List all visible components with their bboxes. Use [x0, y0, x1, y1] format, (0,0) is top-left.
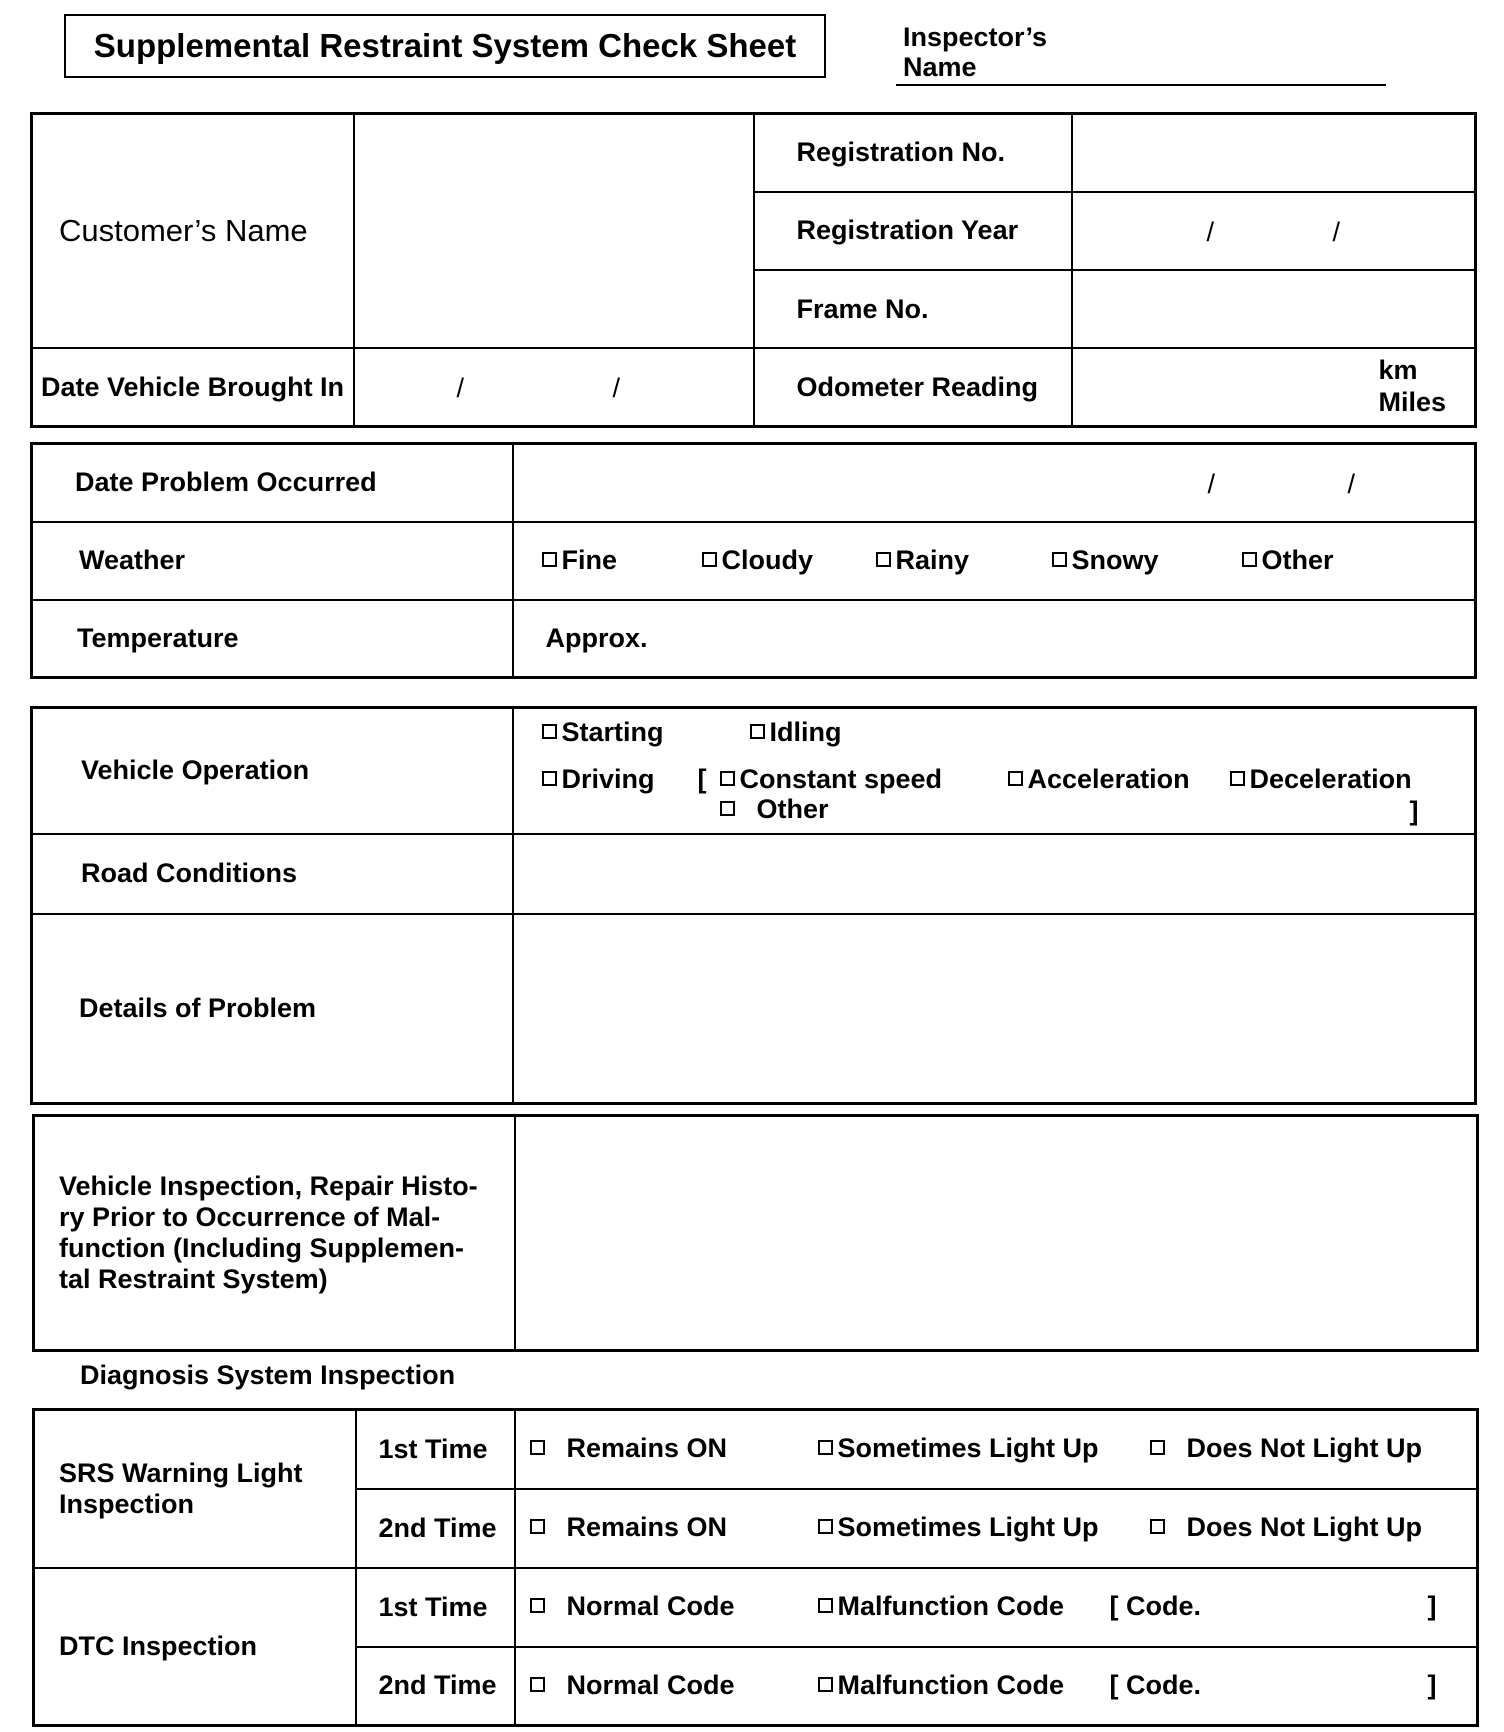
customer-info-table	[30, 112, 1477, 428]
details-of-problem-label: Details of Problem	[32, 914, 513, 1104]
checkbox-icon[interactable]	[530, 1519, 545, 1534]
dtc-second-time-label: 2nd Time	[356, 1647, 515, 1726]
dtc-inspection-label: DTC Inspection	[34, 1568, 356, 1726]
dtc-code-field[interactable]: [ Code.	[1109, 1669, 1201, 1700]
odometer-label: Odometer Reading	[754, 348, 1072, 426]
dtc-second-time-options	[515, 1647, 1478, 1726]
srs-sometimes-light-up-option[interactable]: Sometimes Light Up	[818, 1433, 1099, 1464]
inspector-label-line2: Name	[903, 52, 977, 82]
repair-history-label	[34, 1116, 515, 1351]
date-separator: /	[1347, 469, 1356, 499]
sheet-title: Supplemental Restraint System Check Sheet	[64, 14, 826, 78]
checkbox-icon[interactable]	[818, 1677, 833, 1692]
date-separator: /	[612, 373, 621, 404]
checkbox-icon[interactable]	[818, 1598, 833, 1613]
srs-label-line: Inspection	[59, 1488, 195, 1519]
checkbox-icon[interactable]	[1052, 552, 1067, 567]
bracket-close: ]	[1409, 796, 1419, 826]
dtc-first-time-label: 1st Time	[356, 1568, 515, 1647]
temperature-label: Temperature	[32, 600, 513, 678]
date-brought-in-field[interactable]	[354, 348, 754, 426]
checkbox-icon[interactable]	[542, 724, 557, 739]
date-separator: /	[1332, 216, 1341, 247]
checkbox-icon[interactable]	[542, 552, 557, 567]
odometer-unit-km: km	[1378, 355, 1418, 386]
operation-table	[30, 706, 1477, 1105]
dtc-normal-code-option[interactable]: Normal Code	[530, 1591, 735, 1622]
checkbox-icon[interactable]	[876, 552, 891, 567]
dtc-malfunction-code-option[interactable]: Malfunction Code	[818, 1670, 1064, 1701]
frame-no-label: Frame No.	[754, 270, 1072, 348]
bracket-close: ]	[1427, 1669, 1437, 1700]
srs-does-not-light-up-option[interactable]: Does Not Light Up	[1150, 1433, 1422, 1464]
checkbox-icon[interactable]	[818, 1440, 833, 1455]
date-separator: /	[1207, 469, 1216, 499]
srs-does-not-light-up-option[interactable]: Does Not Light Up	[1150, 1512, 1422, 1543]
checkbox-icon[interactable]	[1150, 1519, 1165, 1534]
checkbox-icon[interactable]	[750, 724, 765, 739]
weather-options	[513, 522, 1476, 600]
srs-remains-on-option[interactable]: Remains ON	[530, 1433, 728, 1464]
registration-year-label: Registration Year	[754, 192, 1072, 270]
customer-name-label: Customer’s Name	[32, 114, 354, 349]
inspector-label-line1: Inspector’s	[903, 22, 1048, 52]
weather-fine-option[interactable]: Fine	[542, 545, 618, 576]
date-separator: /	[456, 373, 465, 404]
weather-rainy-option[interactable]: Rainy	[876, 545, 970, 576]
checkbox-icon[interactable]	[1150, 1440, 1165, 1455]
dtc-malfunction-code-option[interactable]: Malfunction Code	[818, 1591, 1064, 1622]
odometer-unit-miles: Miles	[1378, 387, 1447, 418]
odometer-field[interactable]	[1072, 348, 1476, 426]
dtc-first-time-options	[515, 1568, 1478, 1647]
repair-history-label-line: ry Prior to Occurrence of Mal-	[59, 1202, 441, 1232]
checkbox-icon[interactable]	[542, 771, 557, 786]
srs-remains-on-option[interactable]: Remains ON	[530, 1512, 728, 1543]
srs-sometimes-light-up-option[interactable]: Sometimes Light Up	[818, 1512, 1099, 1543]
checkbox-icon[interactable]	[818, 1519, 833, 1534]
repair-history-field[interactable]	[515, 1116, 1478, 1351]
checkbox-icon[interactable]	[530, 1677, 545, 1692]
checkbox-icon[interactable]	[1242, 552, 1257, 567]
repair-history-label-line: Vehicle Inspection, Repair Histo-	[59, 1171, 478, 1201]
conditions-table	[30, 442, 1477, 679]
weather-other-option[interactable]: Other	[1242, 545, 1334, 576]
details-of-problem-field[interactable]	[513, 914, 1476, 1104]
repair-history-table	[32, 1114, 1479, 1352]
operation-idling-option[interactable]: Idling	[750, 717, 842, 748]
checkbox-icon[interactable]	[1008, 771, 1023, 786]
road-conditions-field[interactable]	[513, 834, 1476, 914]
diagnosis-table	[32, 1408, 1479, 1727]
checkbox-icon[interactable]	[1230, 771, 1245, 786]
srs-first-time-options	[515, 1410, 1478, 1489]
temperature-approx: Approx.	[545, 622, 648, 653]
srs-first-time-label: 1st Time	[356, 1410, 515, 1489]
dtc-normal-code-option[interactable]: Normal Code	[530, 1670, 735, 1701]
weather-cloudy-option[interactable]: Cloudy	[702, 545, 814, 576]
vehicle-operation-label: Vehicle Operation	[32, 708, 513, 834]
customer-name-field[interactable]	[354, 114, 754, 349]
date-separator: /	[1206, 216, 1215, 247]
repair-history-label-line: function (Including Supplemen-	[59, 1233, 464, 1263]
checkbox-icon[interactable]	[720, 801, 735, 816]
srs-second-time-label: 2nd Time	[356, 1489, 515, 1568]
driving-other-option[interactable]: Other	[720, 794, 829, 825]
driving-deceleration-option[interactable]: Deceleration	[1230, 764, 1412, 795]
weather-snowy-option[interactable]: Snowy	[1052, 545, 1159, 576]
operation-starting-option[interactable]: Starting	[542, 717, 664, 748]
checkbox-icon[interactable]	[530, 1598, 545, 1613]
checkbox-icon[interactable]	[530, 1440, 545, 1455]
dtc-code-field[interactable]: [ Code.	[1109, 1590, 1201, 1621]
driving-constant-speed-option[interactable]: Constant speed	[720, 764, 943, 795]
checkbox-icon[interactable]	[702, 552, 717, 567]
date-problem-field[interactable]	[513, 444, 1476, 522]
date-problem-label: Date Problem Occurred	[32, 444, 513, 522]
inspector-name-field[interactable]	[896, 84, 1386, 86]
driving-acceleration-option[interactable]: Acceleration	[1008, 764, 1190, 795]
diagnosis-section-title: Diagnosis System Inspection	[80, 1360, 456, 1390]
frame-no-field[interactable]	[1072, 270, 1476, 348]
road-conditions-label: Road Conditions	[32, 834, 513, 914]
srs-label-line: SRS Warning Light	[59, 1457, 303, 1488]
date-brought-in-label: Date Vehicle Brought In	[32, 348, 354, 426]
registration-no-field[interactable]	[1072, 114, 1476, 192]
operation-driving-option[interactable]: Driving	[542, 764, 655, 795]
vehicle-operation-options	[513, 708, 1476, 834]
repair-history-label-line: tal Restraint System)	[59, 1264, 328, 1294]
registration-year-field[interactable]	[1072, 192, 1476, 270]
bracket-open: [	[697, 764, 707, 794]
srs-warning-light-label	[34, 1410, 356, 1568]
checkbox-icon[interactable]	[720, 771, 735, 786]
srs-second-time-options	[515, 1489, 1478, 1568]
temperature-field[interactable]	[513, 600, 1476, 678]
bracket-close: ]	[1427, 1590, 1437, 1621]
inspector-name-label	[903, 22, 1047, 82]
registration-no-label: Registration No.	[754, 114, 1072, 192]
weather-label: Weather	[32, 522, 513, 600]
